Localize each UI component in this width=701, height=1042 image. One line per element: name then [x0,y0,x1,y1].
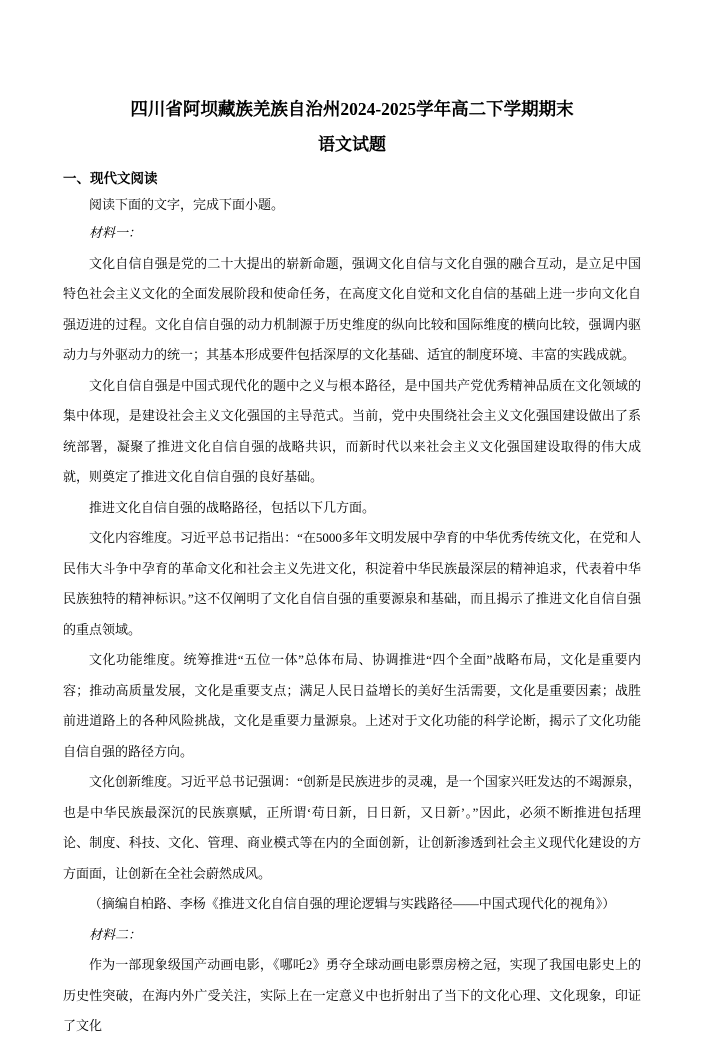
document-title: 四川省阿坝藏族羌族自治州2024-2025学年高二下学期期末 [130,99,574,119]
material-two-paragraph: 作为一部现象级国产动画电影，《哪吒2》勇夺全球动画电影票房榜之冠，实现了我国电影史上的历史性突破，在海内外广受关注，实际上在一定意义中也折射出了当下的文化心理、文化现象，印证了文化 [63,957,641,1033]
material-one-paragraph: 文化创新维度。习近平总书记强调：“创新是民族进步的灵魂，是一个国家兴旺发达的不竭源泉，也是中华民族最深沉的民族禀赋，正所谓‘苟日新，日日新，又日新’。”因此，必须不断推进包括理论、制度、科技、文化、管理、商业模式等在内的全面创新，让创新渗透到社会主义现代化建设的方方面面，让创新在全社会蔚然成风。 [63,774,641,881]
section-heading-modern-text-reading: 一、现代文阅读 [63,171,158,186]
material-two-label: 材料二： [89,926,142,942]
material-one-paragraph: 文化自信自强是党的二十大提出的崭新命题，强调文化自信与文化自强的融合互动，是立足中国特色社会主义文化的全面发展阶段和使命任务，在高度文化自觉和文化自信的基础上进一步向文化自强迈进的过程。文化自信自强的动力机制源于历史维度的纵向比较和国际维度的横向比较，强调内驱动力与外驱动力的统一；其基本形成要件包括深厚的文化基础、适宜的制度环境、丰富的实践成就。 [63,255,641,362]
material-one-paragraph: 推进文化自信自强的战略路径，包括以下几方面。 [89,499,376,515]
material-one-paragraph: 文化功能维度。统筹推进“五位一体”总体布局、协调推进“四个全面”战略布局，文化是重要内容；推动高质量发展，文化是重要支点；满足人民日益增长的美好生活需要，文化是重要因素；战胜前进道路上的各种风险挑战，文化是重要力量源泉。上述对于文化功能的科学论断，揭示了文化功能自信自强的路径方向。 [63,652,641,759]
material-one-label: 材料一： [89,225,142,240]
material-one-paragraph: 文化自信自强是中国式现代化的题中之义与根本路径，是中国共产党优秀精神品质在文化领域的集中体现，是建设社会主义文化强国的主导范式。当前，党中央围绕社会主义文化强国建设做出了系统部署，凝聚了推进文化自信自强的战略共识，而新时代以来社会主义文化强国建设取得的伟大成就，则奠定了推进文化自信自强的良好基础。 [63,377,641,484]
document-subtitle: 语文试题 [318,135,386,154]
reading-instruction: 阅读下面的文字，完成下面小题。 [89,197,285,212]
material-one-paragraph: 文化内容维度。习近平总书记指出：“在5000多年文明发展中孕育的中华优秀传统文化，在党和人民伟大斗争中孕育的革命文化和社会主义先进文化，积淀着中华民族最深层的精神追求，代表着中华民族独特的精神标识。”这不仅阐明了文化自信自强的重要源泉和基础，而且揭示了推进文化自信自强的重点领域。 [63,530,641,637]
material-one-source-attribution: （摘编自柏路、李杨《推进文化自信自强的理论逻辑与实践路径——中国式现代化的视角》） [88,896,616,911]
